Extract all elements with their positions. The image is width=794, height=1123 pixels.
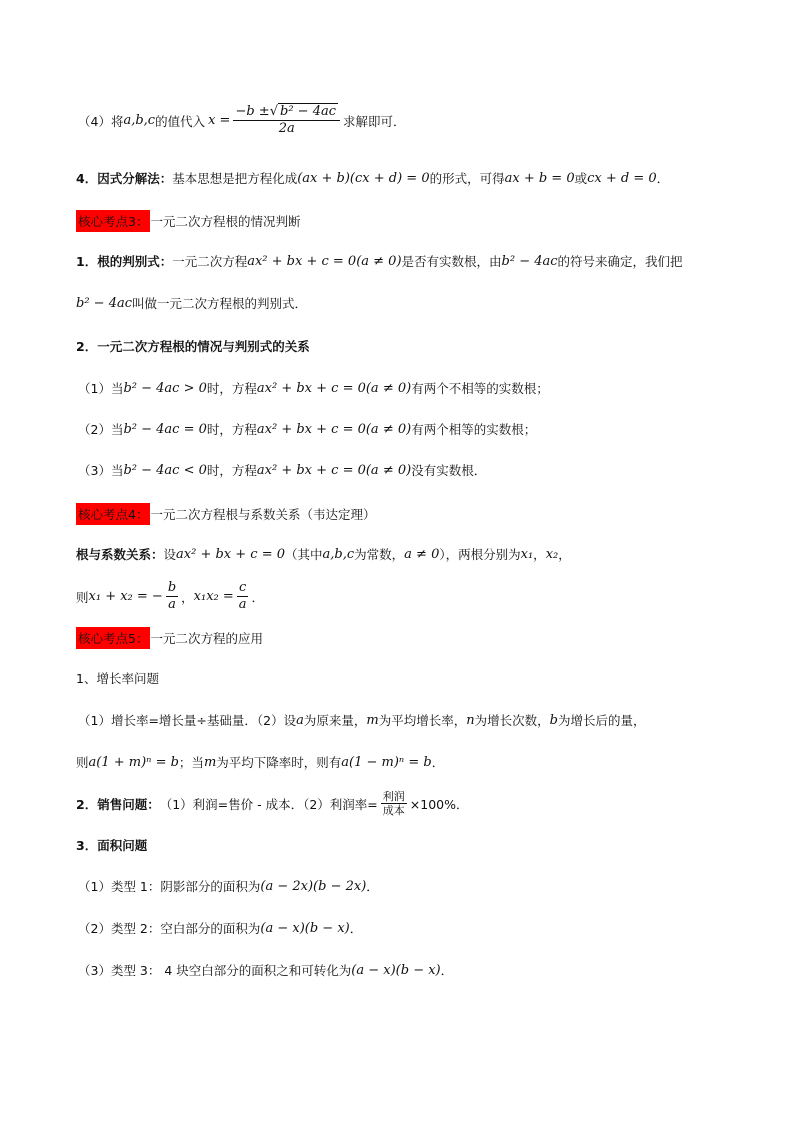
denominator: a: [168, 597, 176, 612]
math-expr: ax² + bx + c = 0(a ≠ 0): [247, 253, 402, 269]
text: 时，方程: [206, 463, 257, 478]
vieta-line-1: [76, 545, 571, 563]
product-fraction: [237, 580, 249, 613]
text: 求解即可．: [343, 113, 406, 129]
math-expr: b² − 4ac: [501, 253, 558, 269]
denominator: 2a: [278, 121, 295, 136]
math-expr: ax² + bx + c = 0: [176, 546, 286, 562]
math-expr: (a − 2x)(b − 2x): [260, 878, 367, 894]
math-var: m: [203, 754, 217, 770]
math-lhs: x =: [208, 113, 231, 128]
highlight-tag: 核心考点4：: [76, 503, 150, 525]
area-type-3: [78, 961, 453, 979]
text: ×100%．: [409, 796, 469, 812]
text: 则: [76, 755, 89, 770]
numerator-part: −b ±: [235, 104, 270, 119]
case-2: [78, 420, 536, 438]
math-expr: (a − x)(b − x): [260, 920, 350, 936]
math-expr: b² − 4ac = 0: [123, 421, 207, 437]
text: 时，方程: [206, 381, 257, 396]
denominator: a: [238, 597, 247, 612]
text: （3）当: [78, 463, 124, 478]
numerator: b: [167, 580, 177, 595]
section-label: 2．一元二次方程根的情况与判别式的关系: [76, 339, 310, 354]
math-expr: a(1 − m)ⁿ = b: [341, 754, 432, 770]
text: ．: [349, 921, 363, 936]
text: 为常数，: [354, 547, 405, 562]
text: 有两个相等的实数根；: [411, 422, 537, 437]
text: 基本思想是把方程化成: [172, 171, 298, 186]
sales-line: [76, 790, 468, 817]
area-heading: [76, 836, 147, 854]
math-var: b: [549, 712, 558, 728]
text: 或: [574, 171, 588, 186]
text: （2）当: [78, 422, 124, 437]
radicand: b² − 4ac: [280, 104, 336, 119]
section-label: 根与系数关系：: [76, 547, 164, 562]
section-heading-4: [76, 503, 375, 525]
math-vars: a,b,c: [322, 546, 355, 562]
math-var: n: [466, 712, 475, 728]
text: ．: [431, 755, 445, 770]
text: 有两个不相等的实数根；: [411, 381, 549, 396]
case-3: [78, 461, 486, 479]
section-label: 1、增长率问题: [76, 671, 159, 686]
text: （3）类型 3： 4 块空白部分的面积之和可转化为: [78, 963, 352, 978]
text: （1）当: [78, 381, 124, 396]
math-vars: a,b,c: [123, 113, 156, 128]
math-expr: x₁x₂ =: [193, 589, 234, 604]
text: ），两根分别为: [439, 547, 521, 562]
factoring-line: [76, 169, 669, 187]
numerator: 利润: [382, 790, 405, 803]
relation-heading: [76, 337, 310, 355]
growth-line-2: [76, 753, 444, 771]
text: 则: [76, 589, 89, 605]
case-1: [78, 379, 549, 397]
section-heading-5: [76, 627, 263, 649]
section-title: 一元二次方程根与系数关系（韦达定理）: [150, 507, 376, 522]
text: 没有实数根．: [411, 463, 487, 478]
area-type-2: [78, 919, 362, 937]
math-expr: ax² + bx + c = 0(a ≠ 0): [256, 421, 412, 437]
denominator: 成本: [382, 804, 405, 817]
math-expr: a ≠ 0: [404, 546, 440, 562]
text: ．: [656, 171, 670, 186]
text: （1）增长率=增长量÷基础量．（2）设: [78, 713, 297, 728]
text: （2）类型 2：空白部分的面积为: [78, 921, 261, 936]
text: （4）将: [78, 113, 124, 129]
text: 叫做一元二次方程根的判别式．: [132, 296, 308, 311]
math-expr: ax² + bx + c = 0(a ≠ 0): [256, 462, 412, 478]
text: 为平均增长率，: [378, 713, 467, 728]
text: ，: [533, 547, 546, 562]
math-expr: a(1 + m)ⁿ = b: [88, 754, 179, 770]
section-label: 3．面积问题: [76, 838, 148, 853]
text: 是否有实数根，由: [401, 254, 502, 269]
text: 一元二次方程: [172, 254, 248, 269]
text: 时，方程: [206, 422, 257, 437]
numerator: c: [239, 580, 247, 595]
math-var: a: [296, 712, 304, 728]
vieta-line-2: [76, 580, 264, 613]
text: 的形式，可得: [429, 171, 505, 186]
text: 的值代入: [155, 113, 206, 129]
text: 为增长次数，: [474, 713, 550, 728]
text: ．: [366, 879, 379, 894]
section-title: 一元二次方程根的情况判断: [150, 214, 301, 229]
math-expr: cx + d = 0: [587, 170, 657, 186]
text: ，: [558, 547, 571, 562]
highlight-tag: 核心考点5：: [76, 627, 150, 649]
text: （其中: [285, 547, 323, 562]
math-expr: ax² + bx + c = 0(a ≠ 0): [256, 380, 412, 396]
quadratic-formula-fraction: $\frac{\text{−b ±√ b² − 4ac}}{2a}$: [233, 104, 340, 137]
math-var: x₂: [545, 546, 559, 562]
growth-heading: [76, 669, 159, 687]
math-var: m: [366, 712, 379, 728]
text: ．: [440, 963, 454, 978]
profit-rate-fraction: [381, 790, 407, 817]
highlight-tag: 核心考点3：: [76, 210, 150, 232]
text: （1）利润=售价 - 成本．（2）利润率=: [159, 796, 378, 812]
section-heading-3: [76, 210, 300, 232]
math-expr: (a − x)(b − x): [351, 962, 441, 978]
math-expr: b² − 4ac > 0: [123, 380, 207, 396]
discriminant-line: [76, 252, 683, 270]
area-type-1: [78, 877, 379, 895]
text: 为增长后的量，: [557, 713, 646, 728]
text: 为平均下降率时，则有: [216, 755, 342, 770]
text: ．: [251, 589, 265, 605]
text: 设: [163, 547, 177, 562]
section-label: 4．因式分解法：: [76, 171, 173, 186]
math-expr: (ax + b)(cx + d) = 0: [297, 170, 430, 186]
section-label: 2．销售问题：: [76, 796, 160, 812]
text: 为原来量，: [303, 713, 367, 728]
text: ；当: [178, 755, 204, 770]
text: 的符号来确定，我们把: [557, 254, 683, 269]
growth-line-1: [78, 711, 645, 729]
math-var: x₁: [520, 546, 534, 562]
math-expr: b² − 4ac < 0: [123, 462, 207, 478]
math-expr: b² − 4ac: [76, 295, 132, 311]
text: ，: [181, 589, 194, 605]
math-expr: ax + b = 0: [504, 170, 575, 186]
math-expr: x₁ + x₂ = −: [88, 589, 163, 604]
sum-fraction: [166, 580, 178, 613]
formula-line: [78, 104, 406, 137]
text: （1）类型 1：阴影部分的面积为: [78, 879, 261, 894]
section-title: 一元二次方程的应用: [150, 631, 263, 646]
section-label: 1．根的判别式：: [76, 254, 173, 269]
discriminant-line-2: [76, 294, 307, 312]
